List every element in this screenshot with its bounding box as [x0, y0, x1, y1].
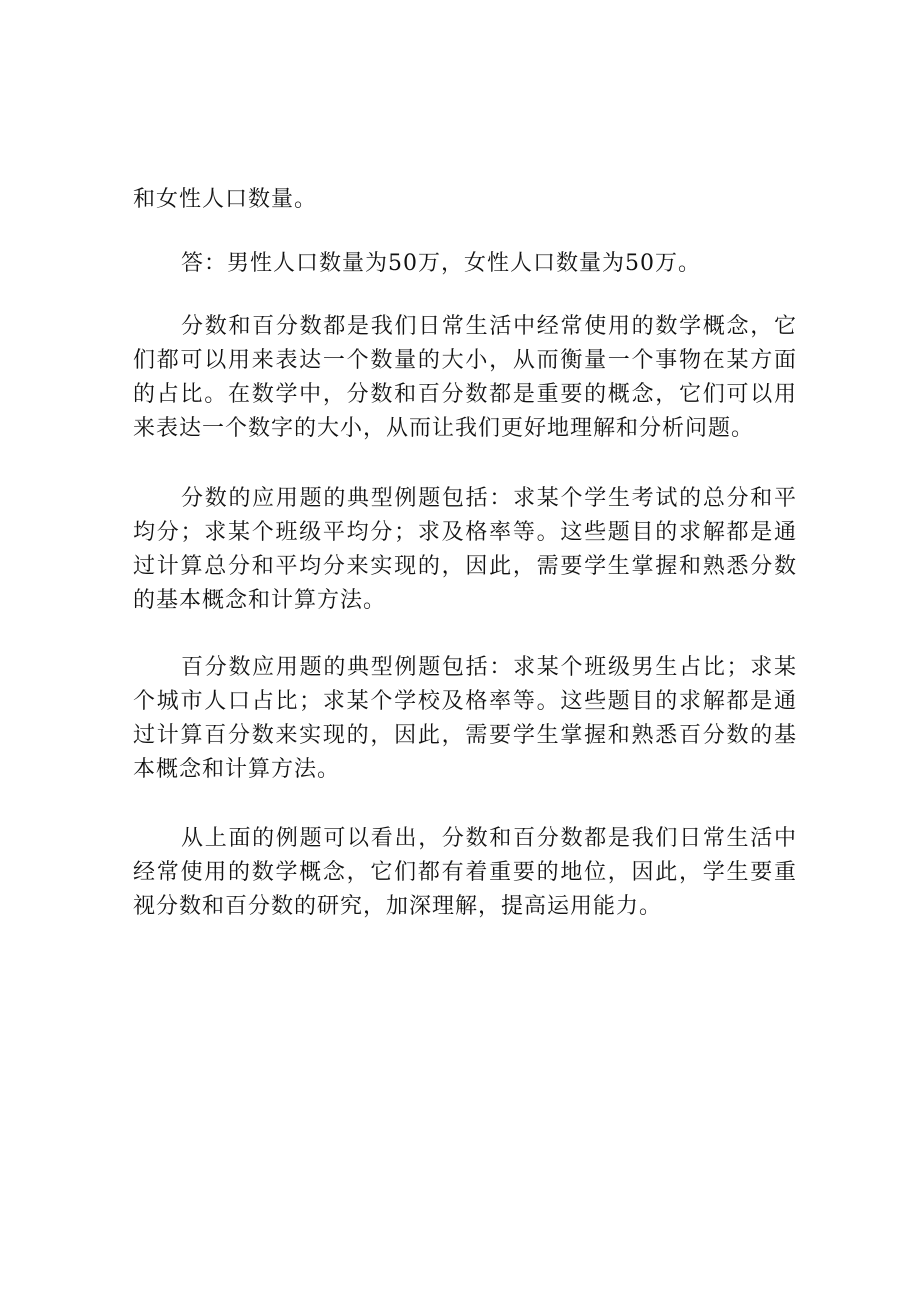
- paragraph-intro: 分数和百分数都是我们日常生活中经常使用的数学概念，它们都可以用来表达一个数量的大小，从而衡量一个事物在某方面的占比。在数学中，分数和百分数都是重要的概念，它们可以用来表达一个数字的大小，从而让我们更好地理解和分析问题。: [133, 314, 797, 441]
- paragraph-conclusion: 从上面的例题可以看出，分数和百分数都是我们日常生活中经常使用的数学概念，它们都有着重要的地位，因此，学生要重视分数和百分数的研究，加深理解，提高运用能力。: [133, 826, 797, 919]
- answer-line: 答：男性人口数量为50万，女性人口数量为50万。: [181, 251, 701, 276]
- continuation-line: 和女性人口数量。: [133, 187, 318, 212]
- paragraph-percent-examples: 百分数应用题的典型例题包括：求某个班级男生占比；求某个城市人口占比；求某个学校及格率等。这些题目的求解都是通过计算百分数来实现的，因此，需要学生掌握和熟悉百分数的基本概念和计算方法。: [133, 655, 797, 782]
- paragraph-fraction-examples: 分数的应用题的典型例题包括：求某个学生考试的总分和平均分；求某个班级平均分；求及格率等。这些题目的求解都是通过计算总分和平均分来实现的，因此，需要学生掌握和熟悉分数的基本概念和计算方法。: [133, 486, 797, 613]
